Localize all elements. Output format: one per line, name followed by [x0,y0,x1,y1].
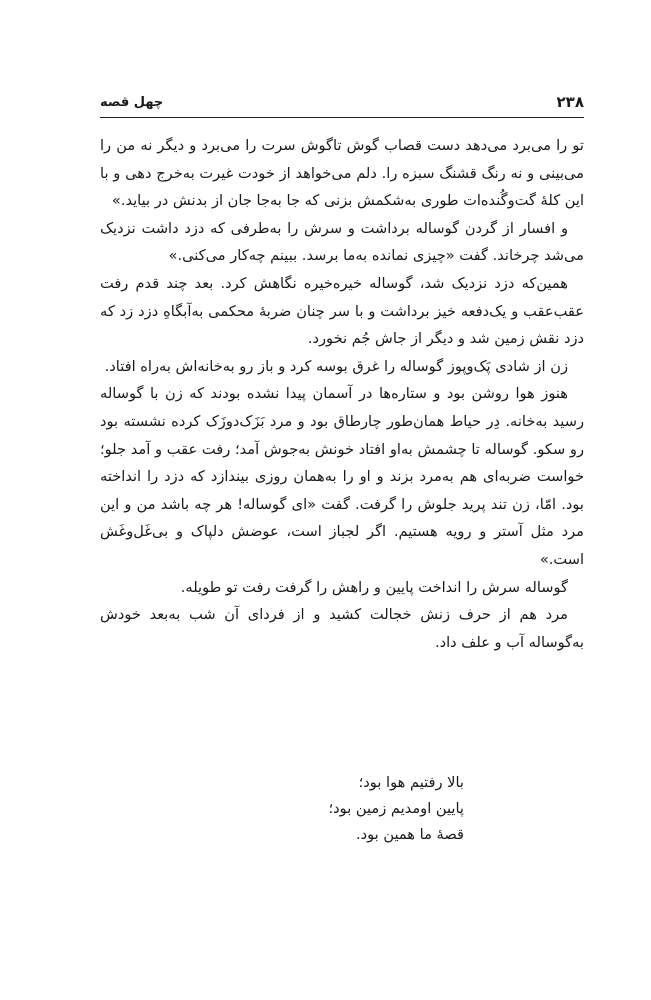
verse-line: پایین اومدیم زمین بود؛ [328,800,464,817]
story-body [100,132,584,656]
header-divider [100,117,584,118]
page-number: ۲۳۸ [556,93,584,111]
closing-verse [100,770,584,848]
paragraph: و افسار از گردن گوساله برداشت و سرش را به‌طرفی که دزد داشت نزدیک می‌شد چرخاند. گفت «چیزی نمانده به‌ما برسد. ببینم چه‌کار می‌کنی.» [100,219,584,265]
verse-line: قصهٔ ما همین بود. [355,826,464,843]
paragraph: همین‌که دزد نزدیک شد، گوساله خیره‌خیره نگاهش کرد. بعد چند قدم رفت عقب‌عقب و یک‌دفعه خیز برداشت و با سر چنان ضربهٔ محکمی به‌آبگاهِ دزد زد که دزد نقش زمین شد و دیگر از جاش جُم نخورد. [100,274,584,348]
paragraph-continued: تو را می‌برد می‌دهد دست قصاب گوش تاگوش سرت را می‌برد و دیگر نه من را می‌بینی و نه رنگ قشنگ سبزه را. دلم می‌خواهد از خودت غیرت به‌خرج دهی و با این کلهٔ گت‌وگُنده‌ات طوری به‌شکمش بزنی که جا به‌جا جان از بدنش در بیاید.» [100,137,584,210]
paragraph: مرد هم از حرف زنش خجالت کشید و از فردای آن شب به‌بعد خودش به‌گوساله آب و علف داد. [100,606,584,651]
book-title: چهل قصه [100,94,164,110]
paragraph: زن از شادی پَک‌وپوز گوساله را غرق بوسه کرد و باز رو به‌خانه‌اش به‌راه افتاد. [104,357,568,375]
paragraph: گوساله سرش را انداخت پایین و راهش را گرفت رفت تو طویله. [180,578,568,596]
paragraph: هنوز هوا روشن بود و ستاره‌ها در آسمان پیدا نشده بودند که زن با گوساله رسید به‌خانه. دِر حیاط همان‌طور چارطاق بود و مرد بَزَک‌دوزَک کرده نشسته بود رو سکو. گوساله تا چشمش به‌او افتاد خونش به‌جوش آمد؛ رفت عقب و آمد جلو؛ خواست ضربه‌ای هم به‌مرد بزند و او را به‌همان روزی بیندازد که دزد را انداخته بود. امّا، زن تند پرید جلوش را گرفت. گفت «ای گوساله! هر چه باشد من و این مرد مثل آستر و رویه هستیم. اگر لجباز است، عوضش دلپاک و بی‌غَل‌وغَش است.» [100,385,584,568]
verse-line: بالا رفتیم هوا بود؛ [358,774,464,791]
running-head [100,90,584,114]
